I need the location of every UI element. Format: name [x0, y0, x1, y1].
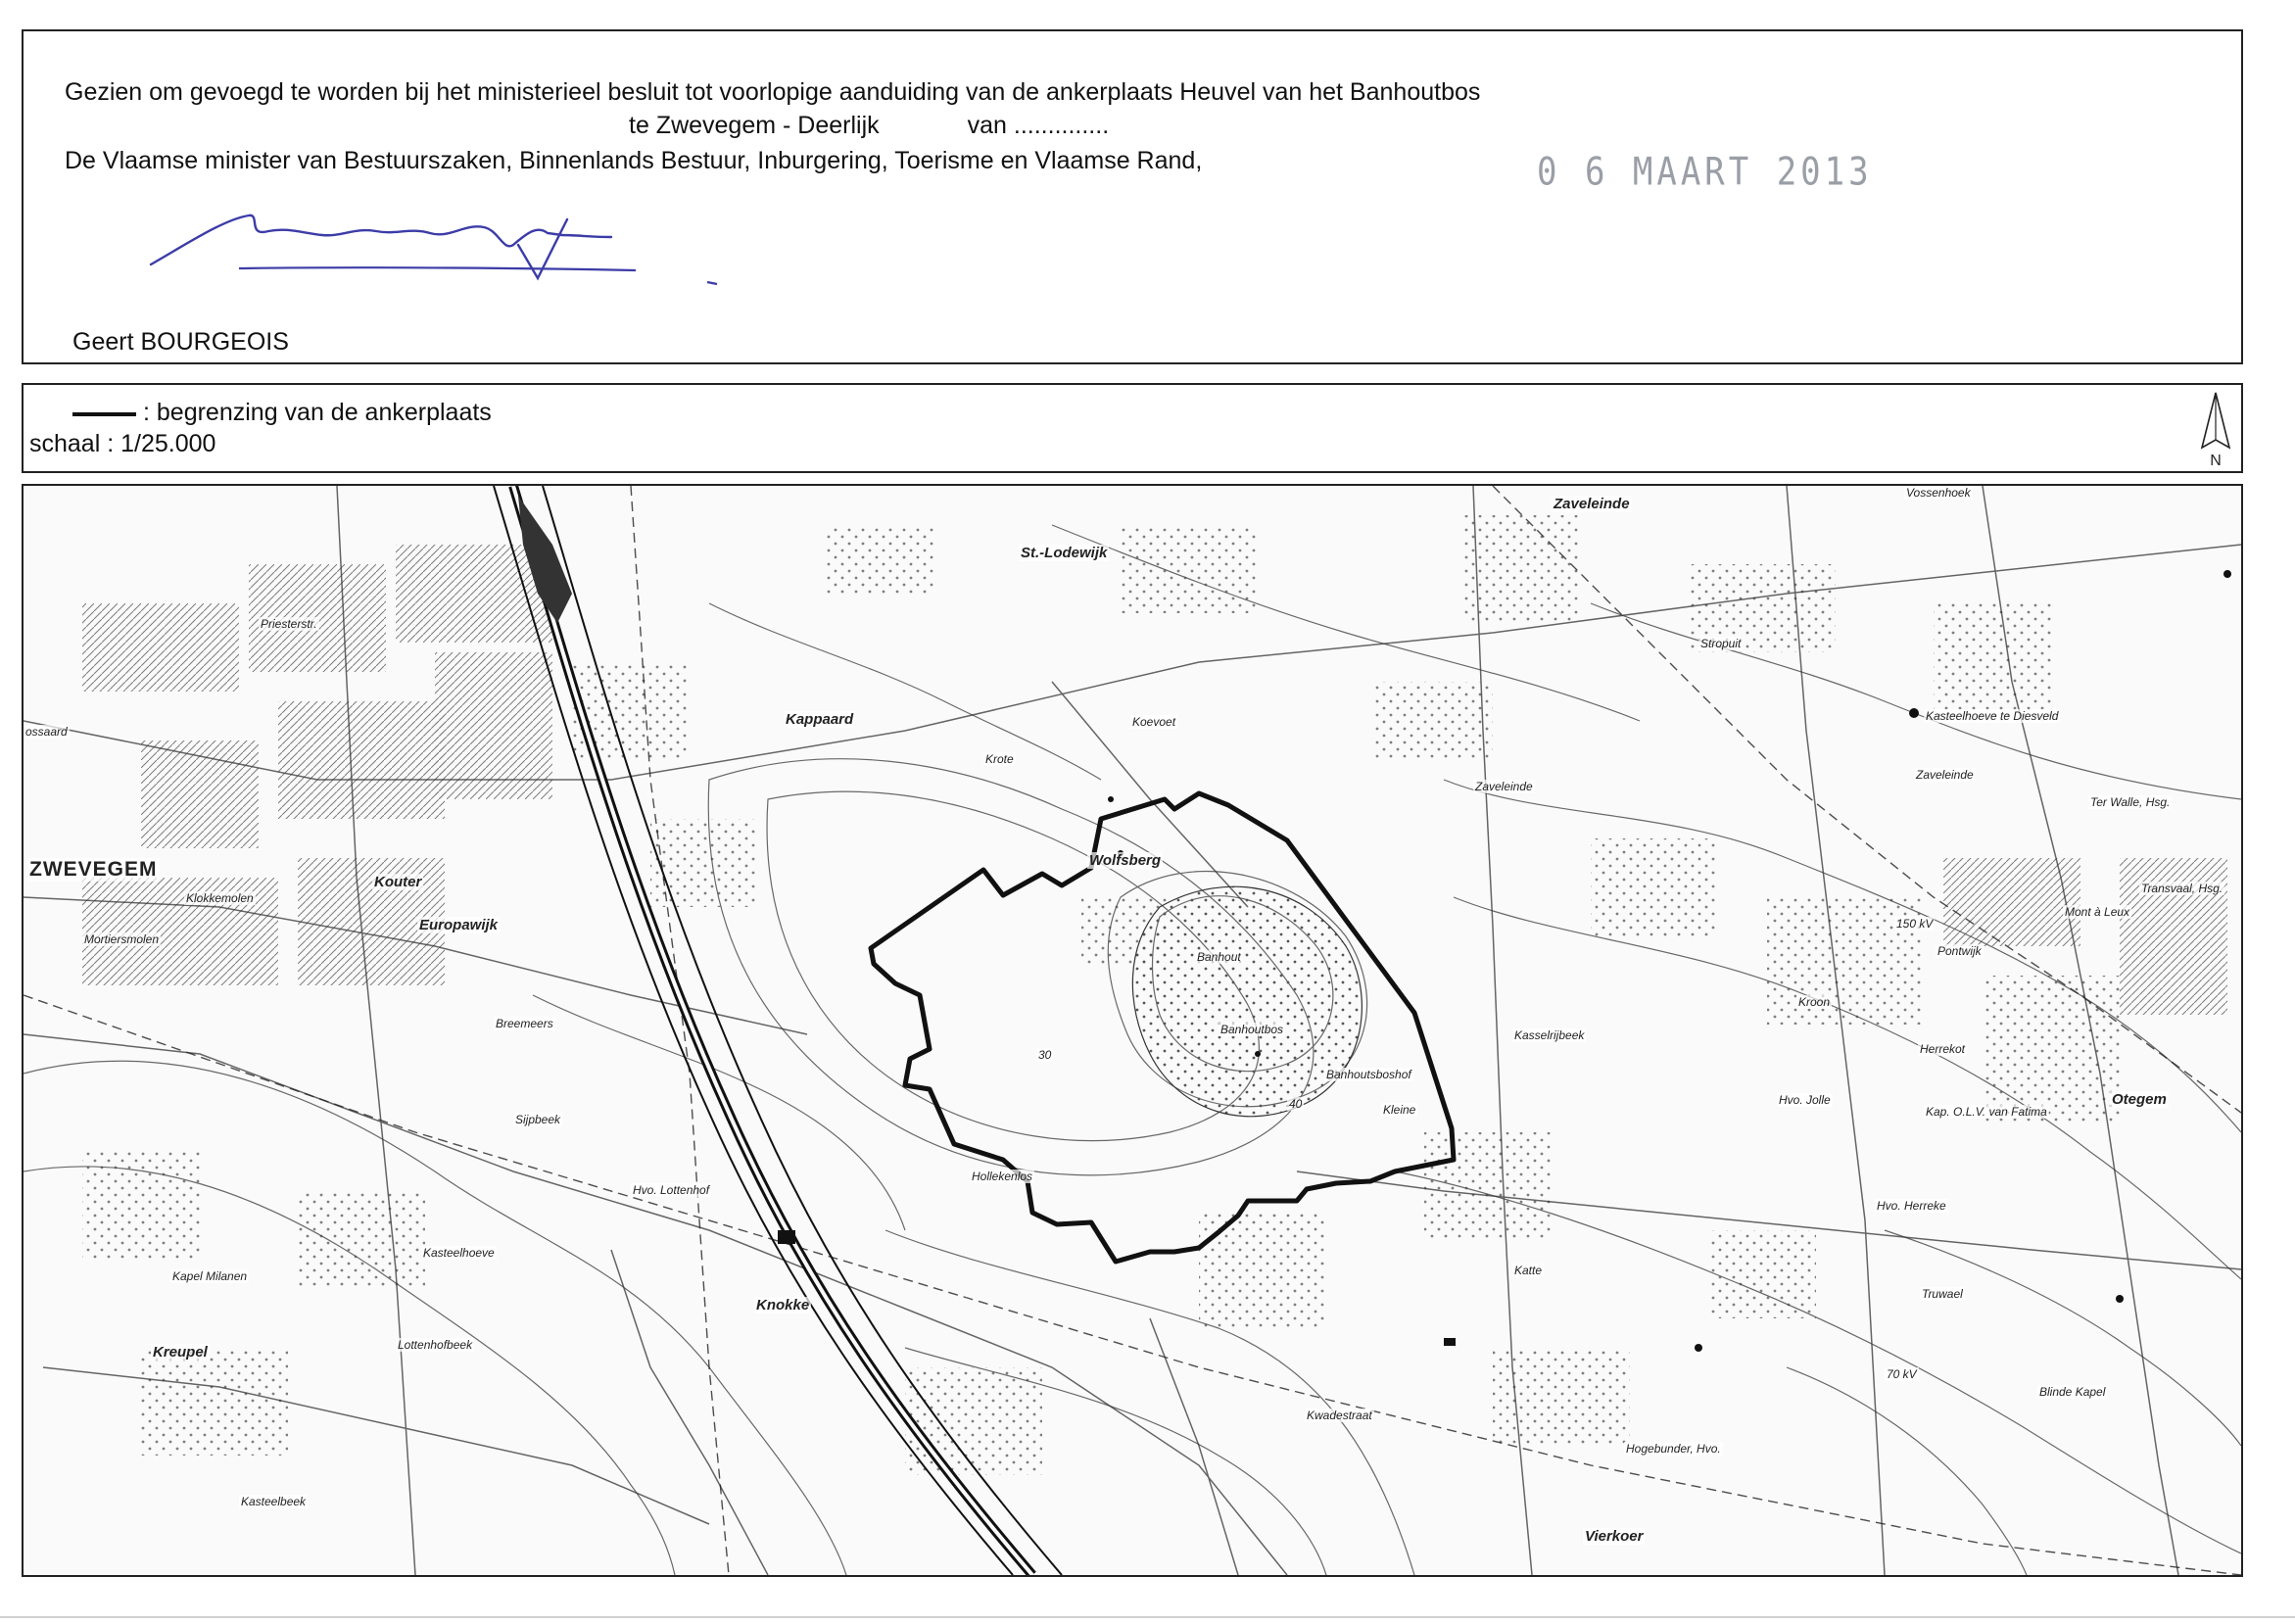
label-kwadestraat: Kwadestraat	[1307, 1409, 1372, 1422]
map-drawing	[24, 486, 2241, 1575]
decree-header-box	[22, 29, 2243, 364]
label-contour-30: 30	[1038, 1048, 1052, 1062]
decree-text-line-2	[629, 112, 1109, 140]
label-banhout: Banhout	[1197, 950, 1241, 964]
label-sijpbeek: Sijpbeek	[515, 1113, 561, 1126]
label-vierkoer: Vierkoer	[1585, 1528, 1644, 1545]
label-kasteelbeek: Kasteelbeek	[241, 1495, 307, 1508]
label-zaveleinde-top: Zaveleinde	[1554, 496, 1630, 512]
label-st-lodewijk: St.-Lodewijk	[1021, 545, 1108, 561]
label-hollekenlos: Hollekenlos	[972, 1170, 1033, 1183]
label-priesterstr: Priesterstr.	[261, 617, 317, 631]
decree-text-line-3: De Vlaamse minister van Bestuurszaken, Binnenlands Bestuur, Inburgering, Toerisme en Vlaamse Rand,	[65, 147, 1203, 174]
label-kasselrijbeek: Kasselrijbeek	[1514, 1028, 1585, 1042]
label-zaveleinde-right: Zaveleinde	[1916, 768, 1974, 782]
label-kleine: Kleine	[1383, 1103, 1416, 1117]
label-europawijk: Europawijk	[419, 917, 499, 933]
label-otegem: Otegem	[2112, 1091, 2167, 1108]
label-mortiersmolen: Mortiersmolen	[84, 932, 160, 946]
label-klokkemolen: Klokkemolen	[186, 891, 254, 905]
label-kappaard: Kappaard	[786, 711, 854, 728]
label-koevoet: Koevoet	[1132, 715, 1176, 729]
date-stamp: 0 6 MAART 2013	[1537, 150, 1873, 195]
label-mont-a-leux: Mont à Leux	[2065, 905, 2130, 919]
label-blinde-kapel: Blinde Kapel	[2039, 1385, 2106, 1399]
label-wolfsberg: Wolfsberg	[1089, 852, 1162, 869]
label-kapel-fatima: Kap. O.L.V. van Fatima	[1926, 1105, 2047, 1119]
scale-label: schaal : 1/25.000	[29, 430, 216, 457]
legend-boundary-label: : begrenzing van de ankerplaats	[143, 399, 492, 426]
label-power-150kv: 150 kV	[1896, 917, 1934, 931]
label-banhoutbos: Banhoutbos	[1220, 1023, 1284, 1036]
decree-place: te Zwevegem - Deerlijk	[629, 112, 880, 139]
north-label: N	[2210, 453, 2222, 469]
label-knokke: Knokke	[756, 1297, 810, 1314]
label-kouter: Kouter	[374, 874, 422, 890]
label-krote: Krote	[985, 752, 1014, 766]
label-power-70kv: 70 kV	[1887, 1367, 1917, 1381]
label-kasteelhoeve-diesveld: Kasteelhoeve te Diesveld	[1926, 709, 2059, 723]
label-ossaard: ossaard	[25, 725, 68, 739]
label-zwevegem: ZWEVEGEM	[29, 858, 158, 881]
label-contour-40: 40	[1289, 1097, 1303, 1111]
boundary-line-sample	[72, 412, 136, 416]
label-truwael: Truwael	[1922, 1287, 1963, 1301]
page-bottom-rule	[0, 1616, 2295, 1618]
label-hvo-jolle: Hvo. Jolle	[1779, 1093, 1831, 1107]
label-ter-walle: Ter Walle, Hsg.	[2090, 795, 2171, 809]
signatory-name: Geert BOURGEOIS	[72, 328, 289, 356]
label-vossenhoek: Vossenhoek	[1906, 486, 1971, 500]
label-kasteelhoeve: Kasteelhoeve	[423, 1246, 495, 1260]
topographic-map	[22, 484, 2243, 1577]
label-hogebunder: Hogebunder, Hvo.	[1626, 1442, 1721, 1456]
label-banhoutsboshof: Banhoutsboshof	[1326, 1068, 1411, 1081]
decree-date-placeholder: van ..............	[967, 112, 1110, 139]
label-lottenhofbeek: Lottenhofbeek	[398, 1338, 473, 1352]
label-katte: Katte	[1514, 1264, 1543, 1277]
label-zaveleinde-mid: Zaveleinde	[1475, 780, 1533, 793]
north-arrow-icon	[2196, 389, 2235, 469]
label-stropuit: Stropuit	[1700, 637, 1742, 650]
label-pontwijk: Pontwijk	[1937, 944, 1982, 958]
handwritten-signature	[131, 198, 739, 325]
label-kroon: Kroon	[1798, 995, 1831, 1009]
legend-box	[22, 383, 2243, 473]
label-kapel-milanen: Kapel Milanen	[172, 1269, 248, 1283]
label-breemeers: Breemeers	[496, 1017, 553, 1030]
label-transvaal: Transvaal, Hsg.	[2141, 882, 2223, 895]
label-kreupel: Kreupel	[153, 1344, 208, 1361]
label-hvo-lottenhof: Hvo. Lottenhof	[633, 1183, 710, 1197]
label-hvo-herreke: Hvo. Herreke	[1877, 1199, 1946, 1213]
label-herrekot: Herrekot	[1920, 1042, 1966, 1056]
decree-text-line-1: Gezien om gevoegd te worden bij het ministerieel besluit tot voorlopige aanduiding van de ankerplaats Heuvel van het Banhoutbos	[65, 78, 1481, 106]
